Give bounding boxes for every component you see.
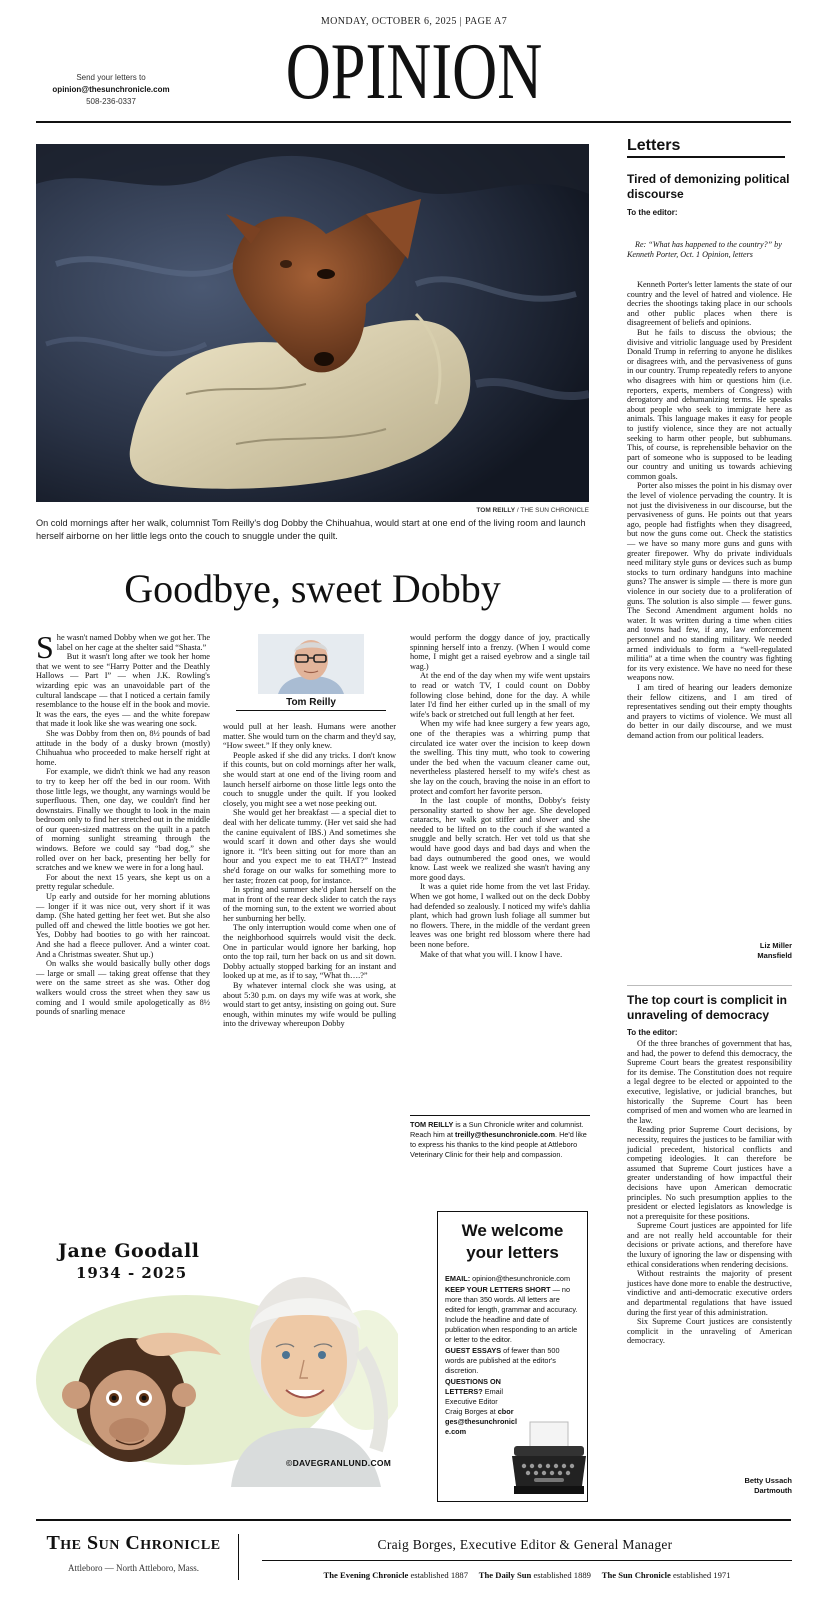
section-title: OPINION [285,28,543,116]
heritage-paper-name: The Sun Chronicle [601,1570,671,1580]
article-paragraph: When my wife had knee surgery a few years ago, one of the therapies was a whirring pump that circulated ice water over the incision to keep down the swelling. This tiny mutt, who took to cowering under the bed when the vacuum cleaner came out, nevertheless plastered herself to my wife's chest as she lay on the couch, braving the noise in an effort to protect and comfort her favorite person. [410,719,590,796]
article-column-2 [223,722,396,1029]
contact-block [36,72,186,108]
bio-email-link[interactable]: treilly@thesunchronicle.com [455,1130,556,1139]
article-paragraph: But it wasn't long after we took her home that we went to see “Harry Potter and the Deathly Hallows — Part I” — when J.K. Rowling's wizarding epic was an unavoidable part of the cultural landscape — that I noticed a certain family resemblance to the house elf in the book and movie. It was the ears, the eyes — and the white forepaw that made it look like she was wearing one sock. [36,652,210,729]
article-paragraph: For about the next 15 years, she kept us on a pretty regular schedule. [36,872,210,892]
article-paragraph: She was Dobby from then on, 8½ pounds of bad attitude in the body of a dusky brown (mostly) Chihuahua who proceeded to make herself right at home. [36,728,210,767]
policy-length: KEEP YOUR LETTERS SHORT — no more than 350 words. All letters are edited for length, grammar and accuracy. Include the headline and date of publication when responding to an article or letter to the editor. [445,1285,578,1344]
letter-2-title: The top court is complicit in unraveling of democracy [627,993,788,1022]
newspaper-name: The Sun Chronicle [46,1532,221,1554]
author-bio: TOM REILLY is a Sun Chronicle writer and columnist. Reach him at treilly@thesunchronicle.com. He'd like to express his thanks to the kind people at Attleboro Veterinary Clinic for their help and compassion. [410,1115,590,1160]
letter-1-reference: Re: “What has happened to the country?” by Kenneth Porter, Oct. 1 Opinion, letters [627,240,782,259]
photo-credit-name: TOM REILLY [476,507,516,514]
drop-cap: S [36,629,54,665]
editor-email-link[interactable]: cborges@thesunchronicle.com [445,1407,517,1436]
letter-1-signature [627,941,792,961]
policy-email: EMAIL: opinion@thesunchronicle.com [445,1274,571,1283]
letter-2-signature [627,1476,792,1496]
cartoon-years: 1934 - 2025 [76,1264,188,1282]
letter-paragraph: I am tired of hearing our leaders demonize their fellow citizens, and I am tired of representatives sending out their empty thoughts and prayers to victims of violence. We must all do better in our daily discourse, and we must demand action from our political leaders. [627,682,792,740]
newspaper-location: Attleboro — North Attleboro, Mass. [68,1563,199,1573]
article-paragraph: In the last couple of months, Dobby's feisty personality started to show her age. She developed cataracts, her walk got stiffer and slower and she needed to be lifted on to the couch if she wanted a snuggle and belly scratch. Her vet told us that she would have good days and bad days and when the bad days outnumbered the good ones, we would know. Last week we realized she wasn't having any more good days. [410,796,590,882]
established-line: The Evening Chronicle established 1887 The Daily Sun established 1889 The Sun Chronicle established 1971 [323,1570,731,1580]
photo-caption: On cold mornings after her walk, columnist Tom Reilly's dog Dobby the Chihuahua, would start at one end of the living room and launch herself airborne on her little legs onto the couch to snuggle under the quilt. [36,518,586,541]
letter-author: Liz Miller [759,941,792,950]
editorial-cartoon [36,1230,398,1487]
policy-email-link[interactable]: opinion@thesunchronicle.com [470,1274,571,1283]
heritage-paper-name: The Evening Chronicle [323,1570,409,1580]
policy-questions: QUESTIONS ON LETTERS? Email Executive Editor Craig Borges at cborges@thesunchronicle.com [445,1377,517,1436]
article-paragraph: would perform the doggy dance of joy, practically spinning herself into a frenzy. (When I would come home, I might get a raised eyebrow and a single tail wag.) [410,633,590,671]
letter-paragraph: Of the three branches of government that has, and had, the power to defend this democracy, the Supreme Court bears the greatest responsibility for its demise. The Constitution does not require a legal degree to be elected or appointed to the executive, legislative, or judicial branches, but historically the Supreme Court has been comprised of men and women who are learned in the law. [627,1039,792,1125]
letter-paragraph: Kenneth Porter's letter laments the state of our country and the level of hatred and violence. He decries the shootings taking place in our schools and other public places when there is disagreement of beliefs and opinions. [627,280,792,328]
author-photo [258,634,364,694]
heritage-paper-name: The Daily Sun [478,1570,532,1580]
article-paragraph: Up early and outside for her morning ablutions — longer if it was nice out, very short if it was damp. (She hated getting her feet wet. But she also pulled off and chewed the little booties we got her. Yes, Dobby had booties to go with her raincoat. And she had a fleece pullover. And a winter coat. And a Christmas sweater. Shut up.) [36,892,210,959]
article-paragraph: For example, we didn't think we had any reason to try to keep her off the bed in our room. With those little legs, we thought, any warnings would be superfluous. Then, one day, we couldn't find her downstairs. Finally we thought to look in the main bedroom only to find her stretched out in the middle of our queen-sized mattress on the quilt in a patch of morning sunlight streaming through the windows. Before we could say “bad dog,” she rolled over on her back, presenting her belly for scratches and we knew we were in for a long haul. [36,767,210,873]
top-rule [36,121,791,123]
letters-policy-title: We welcome your letters [461,1221,564,1262]
article-paragraph: would pull at her leash. Humans were another matter. She would turn on the charm and they'd say, “How sweet.” If they only knew. [223,722,396,751]
letter-paragraph: Without restraints the majority of present justices have done more to enable the destructive, vindictive and anti-democratic executive orders and departmental regulations that have issued during the first year of this administration. [627,1269,792,1317]
article-paragraph: By whatever internal clock she was using, at about 5:30 p.m. on days my wife was at work, she would start to get antsy, insisting on going out. Sure enough, within minutes my wife would be pulling into the driveway whereupon Dobby [223,981,396,1029]
letter-1-salutation: To the editor: [627,208,678,217]
letter-1-body [627,280,792,741]
dog-photo [36,144,589,502]
letter-paragraph: Porter also misses the point in his dismay over the level of violence pervading the country. It is not just the divisiveness in our discourse, but the pervasiveness of guns. He points out that years ago, people had fistfights when they disagreed, but now the guns come out. Check the statistics — we have so many more guns and guns with greater firepower. Why do private individuals need military style guns or devices such as bump stocks to turn ordinary handguns into machine guns? The answer is simple — there is more gun violence in our society due to a proliferation of guns. The solution is also simple — fewer guns. The Second Amendment argument holds no water. It was written during a time when cities and towns had few, if any, law enforcement personnel and no standing military. We needed armed individuals to form a “well-regulated militia” at a time when the country was fighting for its very existence. We have no need for these weapons now. [627,481,792,683]
editor-line: Craig Borges, Executive Editor & General Manager [377,1537,673,1552]
article-headline: Goodbye, sweet Dobby [124,566,501,611]
article-column-1 [36,629,210,1017]
cartoon-signature: ©DAVEGRANLUND.COM [286,1458,392,1468]
article-paragraph: It was a quiet ride home from the vet last Friday. When we got home, I walked out on the deck Dobby had defended so zealously. I noticed my wife's dahlia plant, which had grown lush foliage all summer but no flowers. There, in the middle of the verdant green leaves was one bright red blossom where there had been none before. [410,882,590,949]
typewriter-icon [508,1420,590,1502]
photo-credit-org: / THE SUN CHRONICLE [515,507,589,514]
article-paragraph: At the end of the day when my wife went upstairs to read or watch TV, I could count on Dobby following close behind, done for the day. A while later I'd find her either curled up in the small of my wife's back or stretched out full length at her feet. [410,671,590,719]
letter-author: Betty Ussach [744,1476,792,1485]
letter-1-title: Tired of demonizing political discourse [627,172,790,201]
article-paragraph: In spring and summer she'd plant herself on the mat in front of the rear deck slider to catch the rays of the morning sun, to the extent we worried about her sunburning her belly. [223,885,396,923]
article-paragraph: She wasn't named Dobby when we got her. The label on her cage at the shelter said “Shasta.” [36,629,210,665]
article-paragraph: People asked if she did any tricks. I don't know if this counts, but on cold mornings after her walk, she would start at one end of the living room and launch herself airborne on those little legs onto the couch to snuggle under the quilt. If you looked closely, you might see a wet nose peeking out. [223,750,396,808]
photo-credit [36,507,589,514]
footer-divider [238,1534,239,1580]
article-paragraph: On walks she would basically bully other dogs — large or small — taking great offense that they were on the same street as she was. Other dog walkers would cross the street when they saw us coming and I would smile apologetically as 8½ pounds of snarling menace [36,959,210,1017]
letter-paragraph: Six Supreme Court justices are consistently complicit in the unraveling of American democracy. [627,1317,792,1346]
article-column-3 [410,633,590,959]
article-paragraph: The only interruption would come when one of the neighborhood squirrels would visit the deck. One in particular would ignore her barking, hop onto the top rail, turn her back on us and sit down. Dobby actually stopped barking for an instant and looked up at me, as if to say, “What th….?” [223,923,396,981]
letter-2-salutation: To the editor: [627,1028,678,1037]
letters-heading: Letters [627,137,785,158]
letter-paragraph: Reading prior Supreme Court decisions, by necessity, requires the justices to be familiar with judicial precedent, historical conflicts and competing ideologies. It can therefore be assumed that Supreme Court justices have a greater understanding of how impactful their decisions have upon American democratic principles. No such presumption applies to the president or elected legislators as knowledge is not a prerequisite for these positions. [627,1125,792,1221]
letter-paragraph: But he fails to discuss the obvious; the divisive and vitriolic language used by President Donald Trump in referring to anyone he dislikes or disagrees with, and the pervasiveness of guns in our country. Trump repeatedly refers to anyone who disagrees with him or questions him (i.e. reporters, experts, members of Congress) with derogatory and dehumanizing terms. He speaks about people who seek to immigrate here as animals. This language makes it easy for people to justify violence, since they are not actually seeking to harm other people, but subhumans. This, of course, is reprehensible behavior on the part of someone who is supposed to be leading our country and uniting us towards achieving common goals. [627,327,792,481]
bio-name: TOM REILLY [410,1120,454,1129]
contact-line: Send your letters to [76,73,146,82]
cartoon-title: Jane Goodall [58,1240,200,1262]
letter-2-body [627,1039,792,1346]
footer-rule [262,1560,792,1561]
contact-phone: 508-236-0337 [86,97,136,106]
author-name: Tom Reilly [236,697,386,711]
letter-town: Dartmouth [754,1486,792,1495]
contact-email-link[interactable]: opinion@thesunchronicle.com [52,85,170,94]
letter-town: Mansfield [757,951,792,960]
policy-guest-essays: GUEST ESSAYS of fewer than 500 words are published at the editor's discretion. [445,1346,560,1375]
letter-paragraph: Supreme Court justices are appointed for life and are not really held accountable for their decisions or private actions, and therefore have the luxury of ignoring the law or dispensing with ethical considerations when rendering decisions. [627,1221,792,1269]
letters-divider [627,985,792,986]
dateline: MONDAY, OCTOBER 6, 2025 | PAGE A7 [320,16,508,27]
article-paragraph: Make of that what you will. I know I have. [420,949,563,959]
bottom-rule [36,1519,791,1521]
article-paragraph: She would get her breakfast — a special diet to deal with her delicate tummy. (Her vet said she had the canine equivalent of IBS.) And sometimes she would scarf it down and other days she would ignore it. “It's been sitting out for more than an hour and you expect me to eat THAT?” Instead she'd forage on our walks for something more to her taste; frozen cat poop, for instance. [223,808,396,885]
